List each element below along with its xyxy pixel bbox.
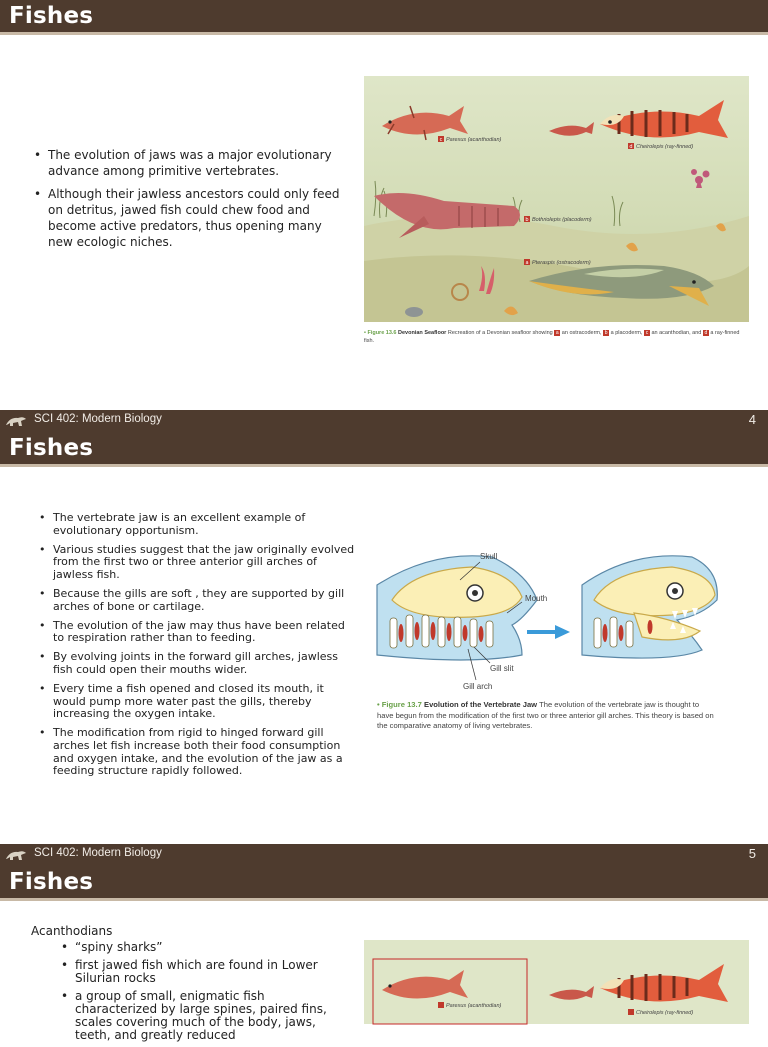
devonian-seafloor-illustration	[364, 76, 749, 322]
caption-tag-c: c	[645, 329, 649, 336]
bullet-item: • first jawed fish which are found in Lower Silurian rocks	[57, 959, 347, 985]
course-name: SCI 402: Modern Biology	[34, 413, 162, 425]
bullet-item: • Various studies suggest that the jaw originally evolved from the first two or three anterior gill arches of jawless fish.	[35, 544, 355, 582]
caption-tag-b: b	[604, 329, 608, 336]
bullet-list	[35, 512, 355, 784]
caption-part-c: an acanthodian, and	[651, 330, 702, 336]
bullet-item: • By evolving joints in the forward gill arches, jawless fish could open their mouths wider.	[35, 651, 355, 676]
figure-number: • Figure 13.7	[377, 700, 422, 709]
devonian-seafloor-illustration	[364, 940, 749, 1024]
right-arrow-icon	[527, 625, 570, 639]
label-pteraspis: Pteraspis (ostracoderm)	[532, 260, 591, 266]
slide-title: Fishes	[9, 435, 94, 461]
label-bothriolepis: Bothriolepis (placoderm)	[532, 217, 592, 223]
dinosaur-logo-icon	[4, 413, 28, 429]
label-cheirolepis: Cheirolepis (ray-finned)	[636, 144, 694, 150]
jaw-evolution-diagram	[372, 545, 722, 695]
page-number: 5	[748, 846, 756, 861]
label-parexus: Parexus (acanthodian)	[446, 1003, 502, 1009]
slide-title: Fishes	[9, 3, 94, 29]
caption-part-d: a ray-finned fish.	[364, 330, 740, 344]
bullet-item: • The evolution of the jaw may thus have been related to respiration rather than to feeding.	[35, 620, 355, 645]
figure-title: Devonian Seafloor	[398, 330, 447, 336]
slide-title-bar	[0, 432, 768, 467]
course-name: SCI 402: Modern Biology	[34, 847, 162, 859]
caption-part-a: an ostracoderm,	[561, 330, 602, 336]
bullet-item: • The modification from rigid to hinged forward gill arches let fish increase both their food consumption and oxygen intake, and the evolution of the jaw as a feeding structure rapidly followed.	[35, 727, 355, 777]
figure-tag-a: a	[525, 260, 529, 266]
bullet-item: • Because the gills are soft , they are supported by gill arches of bone or cartilage.	[35, 588, 355, 613]
bullet-list	[57, 941, 347, 1047]
slide-title-bar	[0, 0, 768, 35]
slide-title-bar	[0, 866, 768, 901]
slide-footer	[0, 410, 768, 432]
caption-tag-a: a	[555, 329, 559, 336]
figure-text: The evolution of the vertebrate jaw is thought to have begun from the modification of the first two or three anterior gill arches. This theory is based on the comparative anatomy of living vertebrates.	[377, 700, 714, 730]
figure-title: Evolution of the Vertebrate Jaw	[424, 700, 538, 709]
bullet-item: • The vertebrate jaw is an excellent example of evolutionary opportunism.	[35, 512, 355, 537]
bullet-item: • “spiny sharks”	[57, 941, 347, 954]
figure-tag-d: d	[629, 144, 633, 150]
figure-tag-c: c	[439, 137, 443, 143]
bullet-list	[30, 147, 350, 257]
slide-footer	[0, 844, 768, 866]
figure-tag-b: b	[525, 217, 529, 223]
label-gill-arch: Gill arch	[463, 682, 493, 691]
label-skull: Skull	[480, 552, 498, 561]
bullet-item: • The evolution of jaws was a major evolutionary advance among primitive vertebrates.	[30, 147, 350, 179]
dinosaur-logo-icon	[4, 847, 28, 863]
slide-title: Fishes	[9, 869, 94, 895]
figure-caption	[377, 700, 717, 732]
caption-tag-d: d	[704, 329, 708, 336]
figure-number: • Figure 13.6	[364, 330, 397, 336]
bullet-item: • Although their jawless ancestors could only feed on detritus, jawed fish could chew food and become active predators, thus opening many new ecologic niches.	[30, 186, 350, 250]
figure-caption	[364, 329, 750, 345]
bullet-item: • a group of small, enigmatic fish characterized by large spines, paired fins, scales covering much of the body, jaws, teeth, and greatly reduced	[57, 990, 347, 1042]
page-number: 4	[748, 412, 756, 427]
caption-part-b: a placoderm,	[610, 330, 643, 336]
label-mouth: Mouth	[525, 594, 548, 603]
slide-4	[0, 0, 768, 432]
label-cheirolepis: Cheirolepis (ray-finned)	[636, 1010, 694, 1016]
label-parexus: Parexus (acanthodian)	[446, 137, 502, 143]
label-gill-slit: Gill slit	[490, 664, 514, 673]
section-heading: Acanthodians	[31, 924, 113, 938]
figure-text: Recreation of a Devonian seafloor showing	[447, 330, 553, 336]
bullet-item: • Every time a fish opened and closed its mouth, it would pump more water past the gills, thereby increasing the oxygen intake.	[35, 683, 355, 721]
